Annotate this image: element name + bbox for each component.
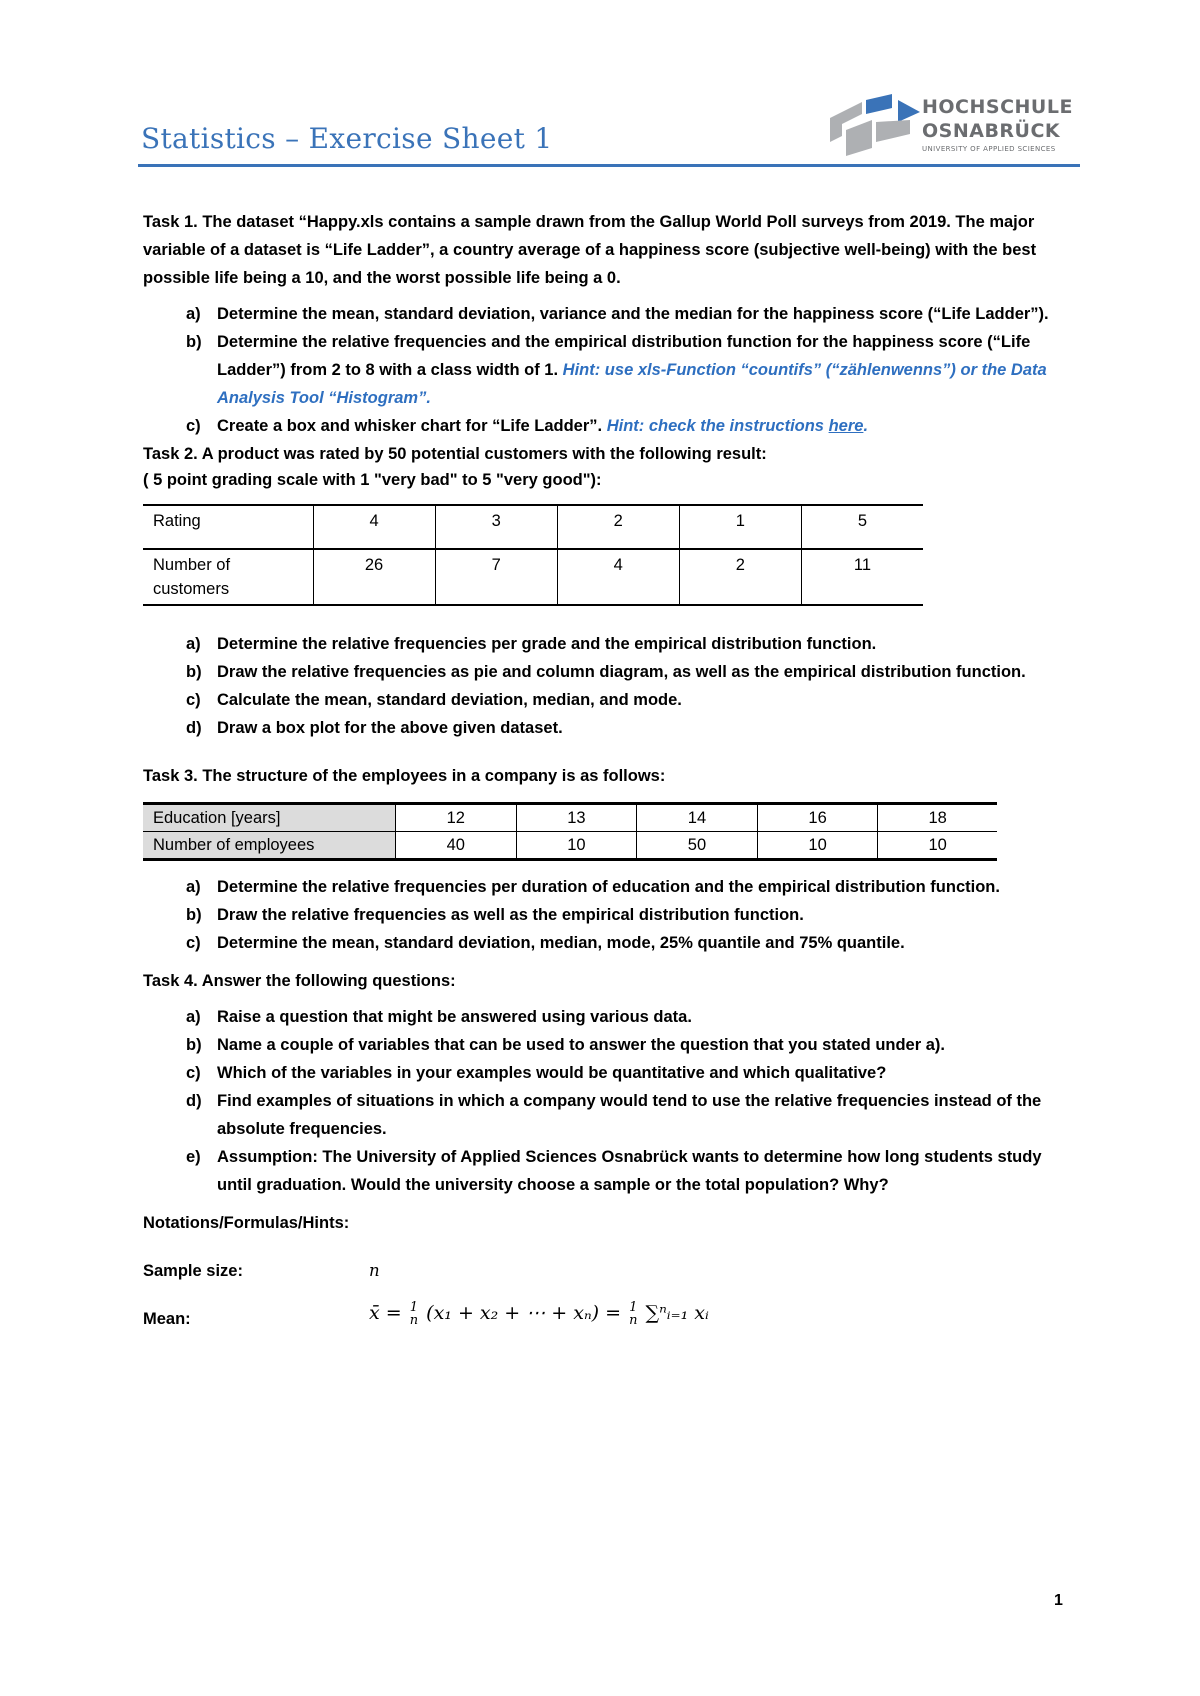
list-item: c) Calculate the mean, standard deviation, median, and mode. — [186, 691, 682, 709]
list-item: c) Which of the variables in your examples would be quantitative and which qualitative? — [186, 1064, 887, 1082]
task1-subtasks — [143, 300, 1063, 440]
mean-formula: x̄ = 1 n (x₁ + x₂ + ⋯ + xₙ) = 1 n ∑ⁿᵢ₌₁ xᵢ — [369, 1300, 709, 1328]
sample-size-row — [143, 1257, 1063, 1285]
logo-line-2: OSNABRÜCK — [922, 120, 1061, 142]
task3-heading: Task 3. The structure of the employees in a company is as follows: — [143, 767, 666, 785]
task2-subtasks — [143, 630, 1063, 742]
instructions-link[interactable]: here — [828, 417, 864, 435]
logo-line-3: UNIVERSITY OF APPLIED SCIENCES — [922, 145, 1056, 153]
sample-size-symbol: n — [369, 1261, 380, 1280]
task3-subtasks — [143, 873, 1063, 957]
mean-label: Mean: — [143, 1310, 191, 1328]
list-item: b) Draw the relative frequencies as well as the empirical distribution function. — [186, 906, 804, 924]
list-item: b) Name a couple of variables that can be used to answer the question that you stated under a). — [186, 1036, 945, 1054]
list-item: a) Determine the relative frequencies per grade and the empirical distribution function. — [186, 635, 877, 653]
hint-text: Hint: check the instructions — [606, 417, 824, 435]
table-row: Number of employees 40 10 50 10 10 — [143, 832, 997, 860]
notations-heading: Notations/Formulas/Hints: — [143, 1214, 350, 1232]
list-item: d) Draw a box plot for the above given dataset. — [186, 719, 563, 737]
logo-line-1: HOCHSCHULE — [922, 96, 1073, 118]
page-number: 1 — [1054, 1592, 1063, 1609]
task1-intro: Task 1. The dataset “Happy.xls contains a sample drawn from the Gallup World Poll surveys from 2019. The major variable of a dataset is “Life Ladder”, a country average of a happiness score (subjective well-being) with the best possible life being a 10, and the worst possible life being a 0. — [143, 213, 1037, 287]
list-item: a) Determine the relative frequencies per duration of education and the empirical distribution function. — [186, 878, 1000, 896]
logo-mark-icon — [820, 90, 920, 160]
sample-size-label: Sample size: — [143, 1262, 243, 1280]
list-item: b) Determine the relative frequencies and the empirical distribution function for the happiness score (“Life Ladder”) from 2 to 8 with a class width of 1. Hint: use xls-Function “countifs” (“zählenwenns”) or the Data Analysis Tool “Histogram”. — [186, 333, 1047, 407]
task2-heading: Task 2. A product was rated by 50 potential customers with the following result: — [143, 445, 767, 463]
sheet-content — [143, 208, 1063, 1341]
fraction: 1 n — [409, 1300, 419, 1328]
list-item: c) Determine the mean, standard deviation, median, mode, 25% quantile and 75% quantile. — [186, 934, 905, 952]
table-row: Rating 4 3 2 1 5 — [143, 505, 923, 549]
list-item: d) Find examples of situations in which a company would tend to use the relative frequencies instead of the absolute frequencies. — [186, 1092, 1042, 1138]
list-item: b) Draw the relative frequencies as pie and column diagram, as well as the empirical distribution function. — [186, 663, 1026, 681]
table-row: Number of customers 26 7 4 2 11 — [143, 549, 923, 605]
rating-table — [143, 504, 923, 606]
task4-heading: Task 4. Answer the following questions: — [143, 972, 456, 990]
education-table — [143, 802, 997, 861]
mean-row — [143, 1300, 1063, 1341]
task4-subtasks — [143, 1003, 1063, 1199]
title-rule — [138, 164, 1080, 167]
list-item: a) Raise a question that might be answered using various data. — [186, 1008, 692, 1026]
sheet-title: Statistics – Exercise Sheet 1 — [141, 122, 553, 155]
task2-scale-note: ( 5 point grading scale with 1 "very bad" to 5 "very good"): — [143, 471, 602, 489]
hint-text: Hint: use xls-Function “countifs” (“zählenwenns”) or the Data Analysis Tool “Histogram”. — [217, 361, 1047, 407]
table-row: Education [years] 12 13 14 16 18 — [143, 804, 997, 832]
list-item: e) Assumption: The University of Applied Sciences Osnabrück wants to determine how long students study until graduation. Would the university choose a sample or the total population? Why? — [186, 1148, 1042, 1194]
list-item: c) Create a box and whisker chart for “Life Ladder”. Hint: check the instructions here. — [186, 417, 869, 435]
list-item: a) Determine the mean, standard deviation, variance and the median for the happiness score (“Life Ladder”). — [186, 305, 1049, 323]
fraction: 1 n — [629, 1300, 638, 1328]
university-logo — [820, 90, 1090, 160]
